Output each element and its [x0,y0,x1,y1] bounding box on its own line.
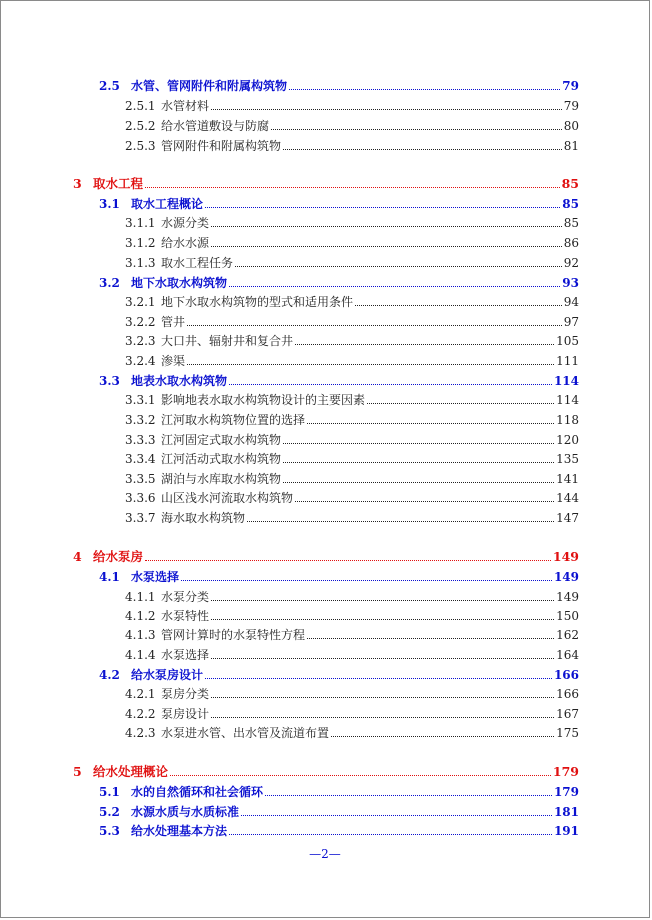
toc-entry-number: 3.3.7 [125,511,156,525]
dot-leader [283,149,562,150]
toc-entry[interactable] [125,311,579,329]
toc-entry[interactable] [125,624,579,642]
toc-entry-number: 3.2 [99,276,120,290]
page-number-footer: —2— [309,847,341,861]
toc-entry-number: 3.2.2 [125,315,156,329]
dot-leader [211,600,554,601]
toc-entry-page: 167 [556,707,579,721]
toc-entry-number: 4 [73,549,82,564]
toc-entry-page: 79 [563,99,579,113]
toc-entry-title: 给水管道敷设与防腐 [161,119,270,133]
toc-entry-number: 3.3.6 [125,491,156,505]
toc-entry[interactable] [73,173,579,191]
toc-entry-title: 水泵选择 [131,570,180,584]
toc-entry-number: 3.1.1 [125,216,156,230]
toc-entry-page: 92 [563,256,579,270]
toc-entry[interactable] [99,370,579,388]
toc-entry-number: 2.5 [99,79,120,93]
dot-leader [235,266,562,267]
toc-entry-number: 3.3.4 [125,452,156,466]
toc-entry[interactable] [125,409,579,427]
toc-entry-number: 5.2 [99,805,120,819]
toc-entry-number: 3.3.1 [125,393,156,407]
dot-leader [211,109,562,110]
toc-entry-number: 4.2 [99,668,120,682]
toc-entry-title: 取水工程概论 [131,197,204,211]
toc-entry-page: 85 [562,197,579,211]
toc-entry[interactable] [99,781,579,799]
dot-leader [145,560,551,561]
toc-entry-title: 水泵分类 [161,590,210,604]
toc-entry-number: 3.3.3 [125,433,156,447]
toc-entry-number: 4.1.2 [125,609,156,623]
toc-entry-number: 3.1.2 [125,236,156,250]
toc-entry[interactable] [125,135,579,153]
toc-entry-number: 3.3 [99,374,120,388]
toc-entry-page: 147 [556,511,579,525]
toc-entry-page: 141 [556,472,579,486]
dot-leader [295,501,554,502]
dot-leader [283,443,554,444]
dot-leader [187,364,554,365]
toc-entry-page: 162 [556,628,579,642]
toc-entry[interactable] [99,820,579,838]
toc-entry-number: 4.2.3 [125,726,156,740]
dot-leader [307,423,554,424]
toc-entry-title: 给水泵房 [93,549,144,564]
toc-entry[interactable] [99,75,579,93]
toc-entry[interactable] [125,605,579,623]
toc-entry[interactable] [125,389,579,407]
toc-entry[interactable] [125,95,579,113]
dot-leader [211,619,554,620]
toc-entry[interactable] [73,761,579,779]
toc-entry[interactable] [125,330,579,348]
toc-entry-page: 175 [556,726,579,740]
dot-leader [271,129,562,130]
dot-leader [331,736,554,737]
toc-entry-page: 179 [553,785,579,799]
toc-entry-number: 3.2.4 [125,354,156,368]
toc-entry[interactable] [125,586,579,604]
toc-entry[interactable] [99,801,579,819]
toc-entry-title: 海水取水构筑物 [161,511,246,525]
toc-entry[interactable] [99,272,579,290]
dot-leader [355,305,562,306]
toc-entry-number: 3.1 [99,197,120,211]
toc-entry-number: 4.1.1 [125,590,156,604]
toc-entry[interactable] [125,448,579,466]
toc-entry-number: 4.2.1 [125,687,156,701]
toc-entry-number: 2.5.1 [125,99,156,113]
toc-entry-title: 地表水取水构筑物 [131,374,228,388]
toc-entry-title: 水管、管网附件和附属构筑物 [131,79,288,93]
toc-entry-title: 泵房设计 [161,707,210,721]
toc-entry-page: 149 [556,590,579,604]
toc-entry[interactable] [125,507,579,525]
toc-entry[interactable] [125,487,579,505]
toc-entry-page: 86 [563,236,579,250]
toc-entry-number: 4.1.3 [125,628,156,642]
toc-entry-page: 166 [553,668,579,682]
toc-entry-page: 120 [556,433,579,447]
toc-entry-title: 江河固定式取水构筑物 [161,433,282,447]
toc-entry[interactable] [125,468,579,486]
toc-entry-page: 164 [556,648,579,662]
dot-leader [170,775,551,776]
toc-entry-page: 97 [563,315,579,329]
toc-entry-number: 4.1 [99,570,120,584]
toc-entry[interactable] [99,566,579,584]
toc-entry-title: 取水工程任务 [161,256,234,270]
toc-entry-number: 4.1.4 [125,648,156,662]
dot-leader [241,815,552,816]
dot-leader [295,344,554,345]
dot-leader [205,207,560,208]
dot-leader [205,678,552,679]
dot-leader [181,580,552,581]
toc-entry-title: 管网计算时的水泵特性方程 [161,628,306,642]
toc-entry-page: 81 [563,139,579,153]
toc-entry-title: 水管材料 [161,99,210,113]
toc-entry-title: 取水工程 [93,176,144,191]
toc-entry[interactable] [125,350,579,368]
toc-entry-page: 105 [556,334,579,348]
toc-entry-number: 5.1 [99,785,120,799]
dot-leader [283,482,554,483]
dot-leader [283,462,554,463]
toc-entry-page: 80 [563,119,579,133]
toc-entry[interactable] [125,644,579,662]
dot-leader [247,521,554,522]
toc-entry-number: 5.3 [99,824,120,838]
toc-entry-title: 泵房分类 [161,687,210,701]
toc-entry-page: 114 [553,374,579,388]
dot-leader [187,325,562,326]
toc-entry-title: 给水处理概论 [93,764,169,779]
dot-leader [211,658,554,659]
toc-entry-number: 4.2.2 [125,707,156,721]
dot-leader [289,89,560,90]
toc-entry-page: 85 [563,216,579,230]
dot-leader [211,246,562,247]
toc-entry-title: 水源水质与水质标准 [131,805,240,819]
toc-entry-title: 影响地表水取水构筑物设计的主要因素 [161,393,366,407]
toc-entry-page: 85 [561,176,579,191]
toc-entry[interactable] [125,212,579,230]
dot-leader [229,834,552,835]
toc-entry-number: 2.5.2 [125,119,156,133]
toc-entry-page: 93 [562,276,579,290]
toc-entry[interactable] [99,193,579,211]
toc-entry-title: 渗渠 [161,354,186,368]
toc-entry-title: 水的自然循环和社会循环 [131,785,264,799]
toc-entry-number: 3.3.5 [125,472,156,486]
toc-entry-title: 江河活动式取水构筑物 [161,452,282,466]
dot-leader [145,187,560,188]
toc-entry-number: 2.5.3 [125,139,156,153]
dot-leader [211,717,554,718]
dot-leader [229,384,552,385]
toc-entry-page: 135 [556,452,579,466]
toc-entry-page: 118 [556,413,579,427]
toc-entry-title: 水源分类 [161,216,210,230]
toc-entry-page: 114 [556,393,579,407]
toc-entry-page: 166 [556,687,579,701]
toc-entry[interactable] [125,252,579,270]
toc-entry-title: 管井 [161,315,186,329]
toc-entry-page: 111 [556,354,579,368]
toc-entry-title: 给水水源 [161,236,210,250]
toc-entry[interactable] [125,703,579,721]
toc-entry-title: 给水泵房设计 [131,668,204,682]
toc-entry-page: 149 [553,570,579,584]
toc-entry-title: 水泵选择 [161,648,210,662]
dot-leader [211,226,562,227]
toc-entry-number: 3.2.3 [125,334,156,348]
toc-entry-title: 山区浅水河流取水构筑物 [161,491,294,505]
dot-leader [211,697,554,698]
toc-entry-title: 地下水取水构筑物 [131,276,228,290]
toc-entry-number: 3 [73,176,82,191]
toc-entry-title: 地下水取水构筑物的型式和适用条件 [161,295,354,309]
toc-entry-title: 水泵特性 [161,609,210,623]
toc-entry[interactable] [125,115,579,133]
toc-entry[interactable] [125,683,579,701]
toc-entry[interactable] [73,546,579,564]
toc-entry-page: 79 [562,79,579,93]
toc-entry-page: 181 [553,805,579,819]
toc-entry-page: 94 [563,295,579,309]
dot-leader [265,795,552,796]
toc-entry-page: 144 [556,491,579,505]
toc-entry-page: 150 [556,609,579,623]
toc-entry[interactable] [125,429,579,447]
toc-entry-page: 179 [552,764,579,779]
toc-entry-title: 江河取水构筑物位置的选择 [161,413,306,427]
dot-leader [367,403,554,404]
toc-entry[interactable] [125,232,579,250]
toc-entry-title: 给水处理基本方法 [131,824,228,838]
toc-entry[interactable] [125,722,579,740]
toc-entry-title: 湖泊与水库取水构筑物 [161,472,282,486]
toc-entry-number: 3.1.3 [125,256,156,270]
toc-entry-title: 管网附件和附属构筑物 [161,139,282,153]
dot-leader [307,638,554,639]
toc-entry-number: 5 [73,764,82,779]
toc-entry-number: 3.3.2 [125,413,156,427]
toc-entry-title: 水泵进水管、出水管及流道布置 [161,726,330,740]
toc-entry[interactable] [125,291,579,309]
toc-entry-title: 大口井、辐射井和复合井 [161,334,294,348]
toc-entry-number: 3.2.1 [125,295,156,309]
dot-leader [229,286,560,287]
toc-entry[interactable] [99,664,579,682]
toc-entry-page: 191 [553,824,579,838]
toc-entry-page: 149 [552,549,579,564]
